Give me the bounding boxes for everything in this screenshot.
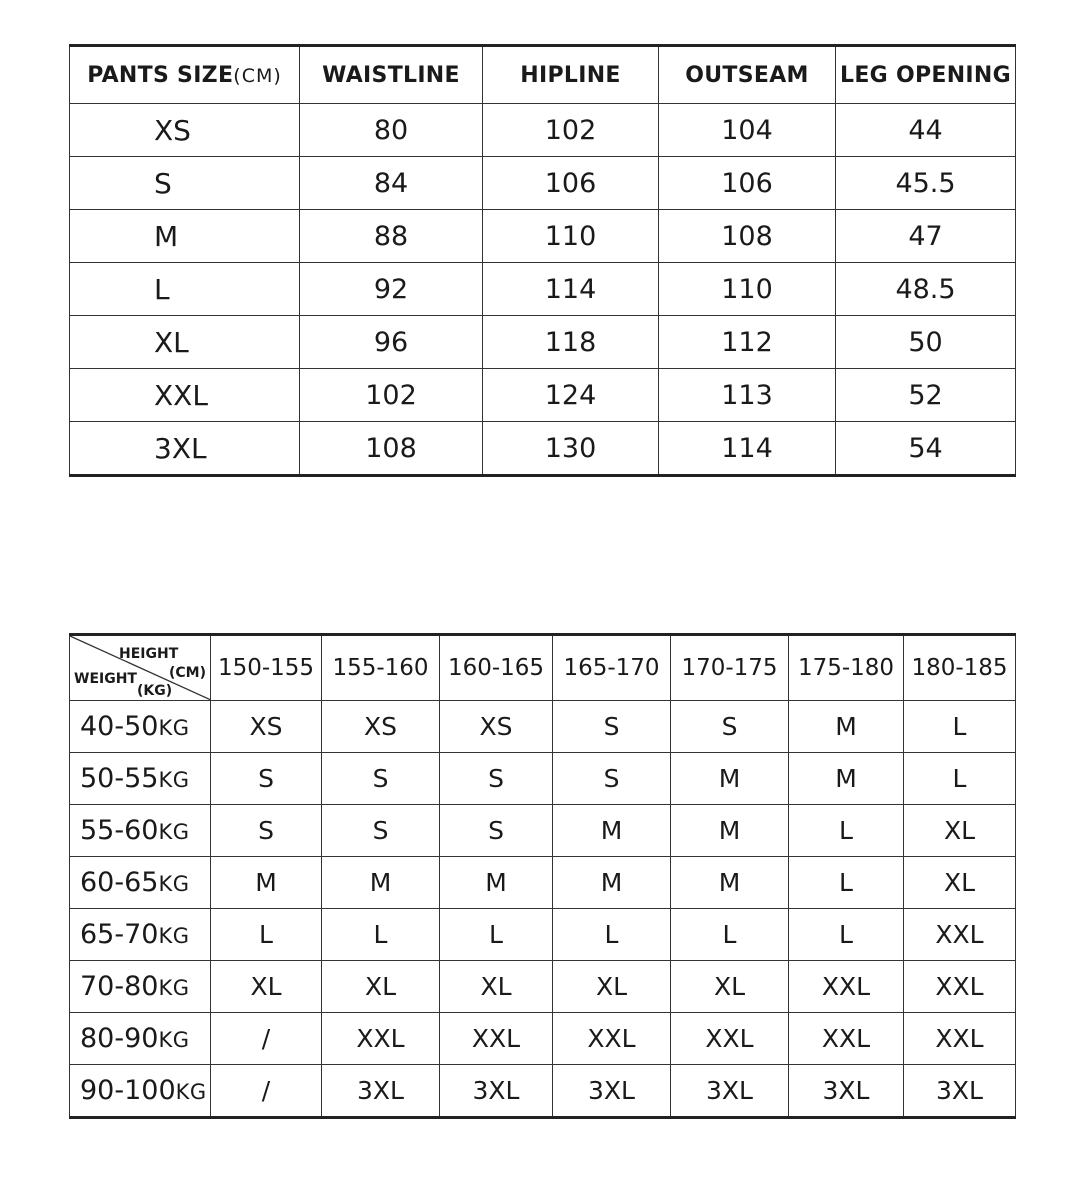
table-row [70, 961, 1016, 1013]
size-cell: XS [322, 701, 440, 753]
size-cell: XXL [322, 1013, 440, 1065]
weight-unit: KG [158, 924, 190, 948]
leg-cell: 50 [836, 316, 1016, 369]
weight-range: 50-55 [80, 763, 159, 794]
leg-cell: 44 [836, 104, 1016, 157]
size-cell: L [211, 909, 322, 961]
size-cell: XXL [553, 1013, 671, 1065]
table-row [70, 210, 1016, 263]
table-row [70, 857, 1016, 909]
kg-corner-label: (KG) [137, 683, 173, 699]
size-cell: S [440, 753, 553, 805]
size-cell: XL [671, 961, 789, 1013]
size-cell: S [671, 701, 789, 753]
size-cell: XXL [671, 1013, 789, 1065]
size-cell: L [440, 909, 553, 961]
outseam-header: OUTSEAM [659, 46, 836, 104]
waist-cell: 92 [300, 263, 483, 316]
table-row [70, 701, 1016, 753]
weight-range: 90-100 [80, 1075, 176, 1106]
size-cell: S [211, 805, 322, 857]
table-row [70, 369, 1016, 422]
size-cell: S [70, 157, 300, 210]
size-cell: XL [553, 961, 671, 1013]
table-row [70, 422, 1016, 476]
size-cell: XS [440, 701, 553, 753]
size-cell: / [211, 1013, 322, 1065]
size-cell: XS [211, 701, 322, 753]
leg-cell: 47 [836, 210, 1016, 263]
weight-range: 40-50 [80, 711, 159, 742]
size-cell: L [789, 805, 904, 857]
table-row [70, 316, 1016, 369]
size-cell: XL [322, 961, 440, 1013]
weight-range: 70-80 [80, 971, 159, 1002]
size-cell: M [211, 857, 322, 909]
corner-header-cell [70, 635, 211, 701]
size-cell: S [553, 753, 671, 805]
size-cell: M [671, 857, 789, 909]
size-cell: L [904, 753, 1016, 805]
size-cell: / [211, 1065, 322, 1118]
size-cell: M [789, 701, 904, 753]
size-cell: XXL [904, 909, 1016, 961]
weight-cell [70, 961, 211, 1013]
height-header: 150-155 [211, 635, 322, 701]
weight-unit: KG [175, 1080, 207, 1104]
weight-corner-label: WEIGHT [74, 671, 137, 687]
size-cell: XL [904, 857, 1016, 909]
weight-cell [70, 701, 211, 753]
waist-cell: 96 [300, 316, 483, 369]
outseam-cell: 104 [659, 104, 836, 157]
outseam-cell: 108 [659, 210, 836, 263]
size-cell: L [789, 857, 904, 909]
weight-cell [70, 1065, 211, 1118]
weight-cell [70, 805, 211, 857]
weight-unit: KG [158, 768, 190, 792]
size-cell: M [440, 857, 553, 909]
table-row [70, 157, 1016, 210]
pants-size-label: PANTS SIZE [87, 62, 234, 88]
hip-cell: 106 [483, 157, 659, 210]
leg-cell: 54 [836, 422, 1016, 476]
size-cell: M [322, 857, 440, 909]
weight-unit: KG [158, 976, 190, 1000]
weight-range: 65-70 [80, 919, 159, 950]
hip-cell: 118 [483, 316, 659, 369]
size-cell: XXL [70, 369, 300, 422]
hip-cell: 124 [483, 369, 659, 422]
leg-cell: 52 [836, 369, 1016, 422]
size-cell: L [671, 909, 789, 961]
leg-cell: 48.5 [836, 263, 1016, 316]
height-header: 180-185 [904, 635, 1016, 701]
weight-unit: KG [158, 716, 190, 740]
size-cell: XS [70, 104, 300, 157]
size-cell: M [789, 753, 904, 805]
waist-cell: 84 [300, 157, 483, 210]
cm-corner-label: (CM) [169, 665, 207, 681]
weight-unit: KG [158, 1028, 190, 1052]
size-cell: 3XL [440, 1065, 553, 1118]
size-cell: XXL [440, 1013, 553, 1065]
size-cell: XXL [789, 1013, 904, 1065]
size-cell: XXL [904, 1013, 1016, 1065]
size-cell: L [322, 909, 440, 961]
height-corner-label: HEIGHT [119, 646, 179, 662]
weight-cell [70, 1013, 211, 1065]
pants-size-unit: (CM) [233, 64, 282, 87]
outseam-cell: 112 [659, 316, 836, 369]
size-cell: S [211, 753, 322, 805]
pants-size-header-row [70, 46, 1016, 104]
weight-cell [70, 857, 211, 909]
waist-cell: 108 [300, 422, 483, 476]
size-cell: S [553, 701, 671, 753]
weight-unit: KG [158, 872, 190, 896]
hip-cell: 102 [483, 104, 659, 157]
weight-cell [70, 753, 211, 805]
waistline-header: WAISTLINE [300, 46, 483, 104]
waist-cell: 80 [300, 104, 483, 157]
outseam-cell: 113 [659, 369, 836, 422]
size-cell: L [904, 701, 1016, 753]
waist-cell: 88 [300, 210, 483, 263]
pants-size-header [70, 46, 300, 104]
size-cell: XL [70, 316, 300, 369]
table-row [70, 104, 1016, 157]
size-cell: M [553, 805, 671, 857]
weight-unit: KG [158, 820, 190, 844]
size-recommendation-table [69, 633, 1016, 1119]
table-row [70, 909, 1016, 961]
weight-range: 60-65 [80, 867, 159, 898]
outseam-cell: 114 [659, 422, 836, 476]
size-cell: M [70, 210, 300, 263]
hipline-header: HIPLINE [483, 46, 659, 104]
weight-range: 80-90 [80, 1023, 159, 1054]
size-cell: 3XL [553, 1065, 671, 1118]
size-cell: L [553, 909, 671, 961]
size-cell: S [440, 805, 553, 857]
hip-cell: 110 [483, 210, 659, 263]
size-cell: M [553, 857, 671, 909]
table-row [70, 263, 1016, 316]
size-cell: 3XL [789, 1065, 904, 1118]
size-cell: XL [211, 961, 322, 1013]
height-header-row [70, 635, 1016, 701]
size-cell: L [70, 263, 300, 316]
size-cell: XL [904, 805, 1016, 857]
size-cell: S [322, 805, 440, 857]
leg-opening-header: LEG OPENING [836, 46, 1016, 104]
weight-range: 55-60 [80, 815, 159, 846]
height-header: 160-165 [440, 635, 553, 701]
size-cell: XL [440, 961, 553, 1013]
height-header: 170-175 [671, 635, 789, 701]
leg-cell: 45.5 [836, 157, 1016, 210]
size-cell: 3XL [70, 422, 300, 476]
size-cell: M [671, 753, 789, 805]
size-cell: L [789, 909, 904, 961]
table-row [70, 805, 1016, 857]
hip-cell: 130 [483, 422, 659, 476]
size-cell: S [322, 753, 440, 805]
size-cell: 3XL [671, 1065, 789, 1118]
size-cell: XXL [789, 961, 904, 1013]
waist-cell: 102 [300, 369, 483, 422]
size-cell: M [671, 805, 789, 857]
pants-size-table [69, 44, 1016, 477]
hip-cell: 114 [483, 263, 659, 316]
height-header: 165-170 [553, 635, 671, 701]
table-row [70, 1065, 1016, 1118]
outseam-cell: 110 [659, 263, 836, 316]
size-cell: 3XL [904, 1065, 1016, 1118]
weight-cell [70, 909, 211, 961]
table-row [70, 1013, 1016, 1065]
size-cell: XXL [904, 961, 1016, 1013]
outseam-cell: 106 [659, 157, 836, 210]
size-cell: 3XL [322, 1065, 440, 1118]
table-row [70, 753, 1016, 805]
height-header: 155-160 [322, 635, 440, 701]
height-header: 175-180 [789, 635, 904, 701]
